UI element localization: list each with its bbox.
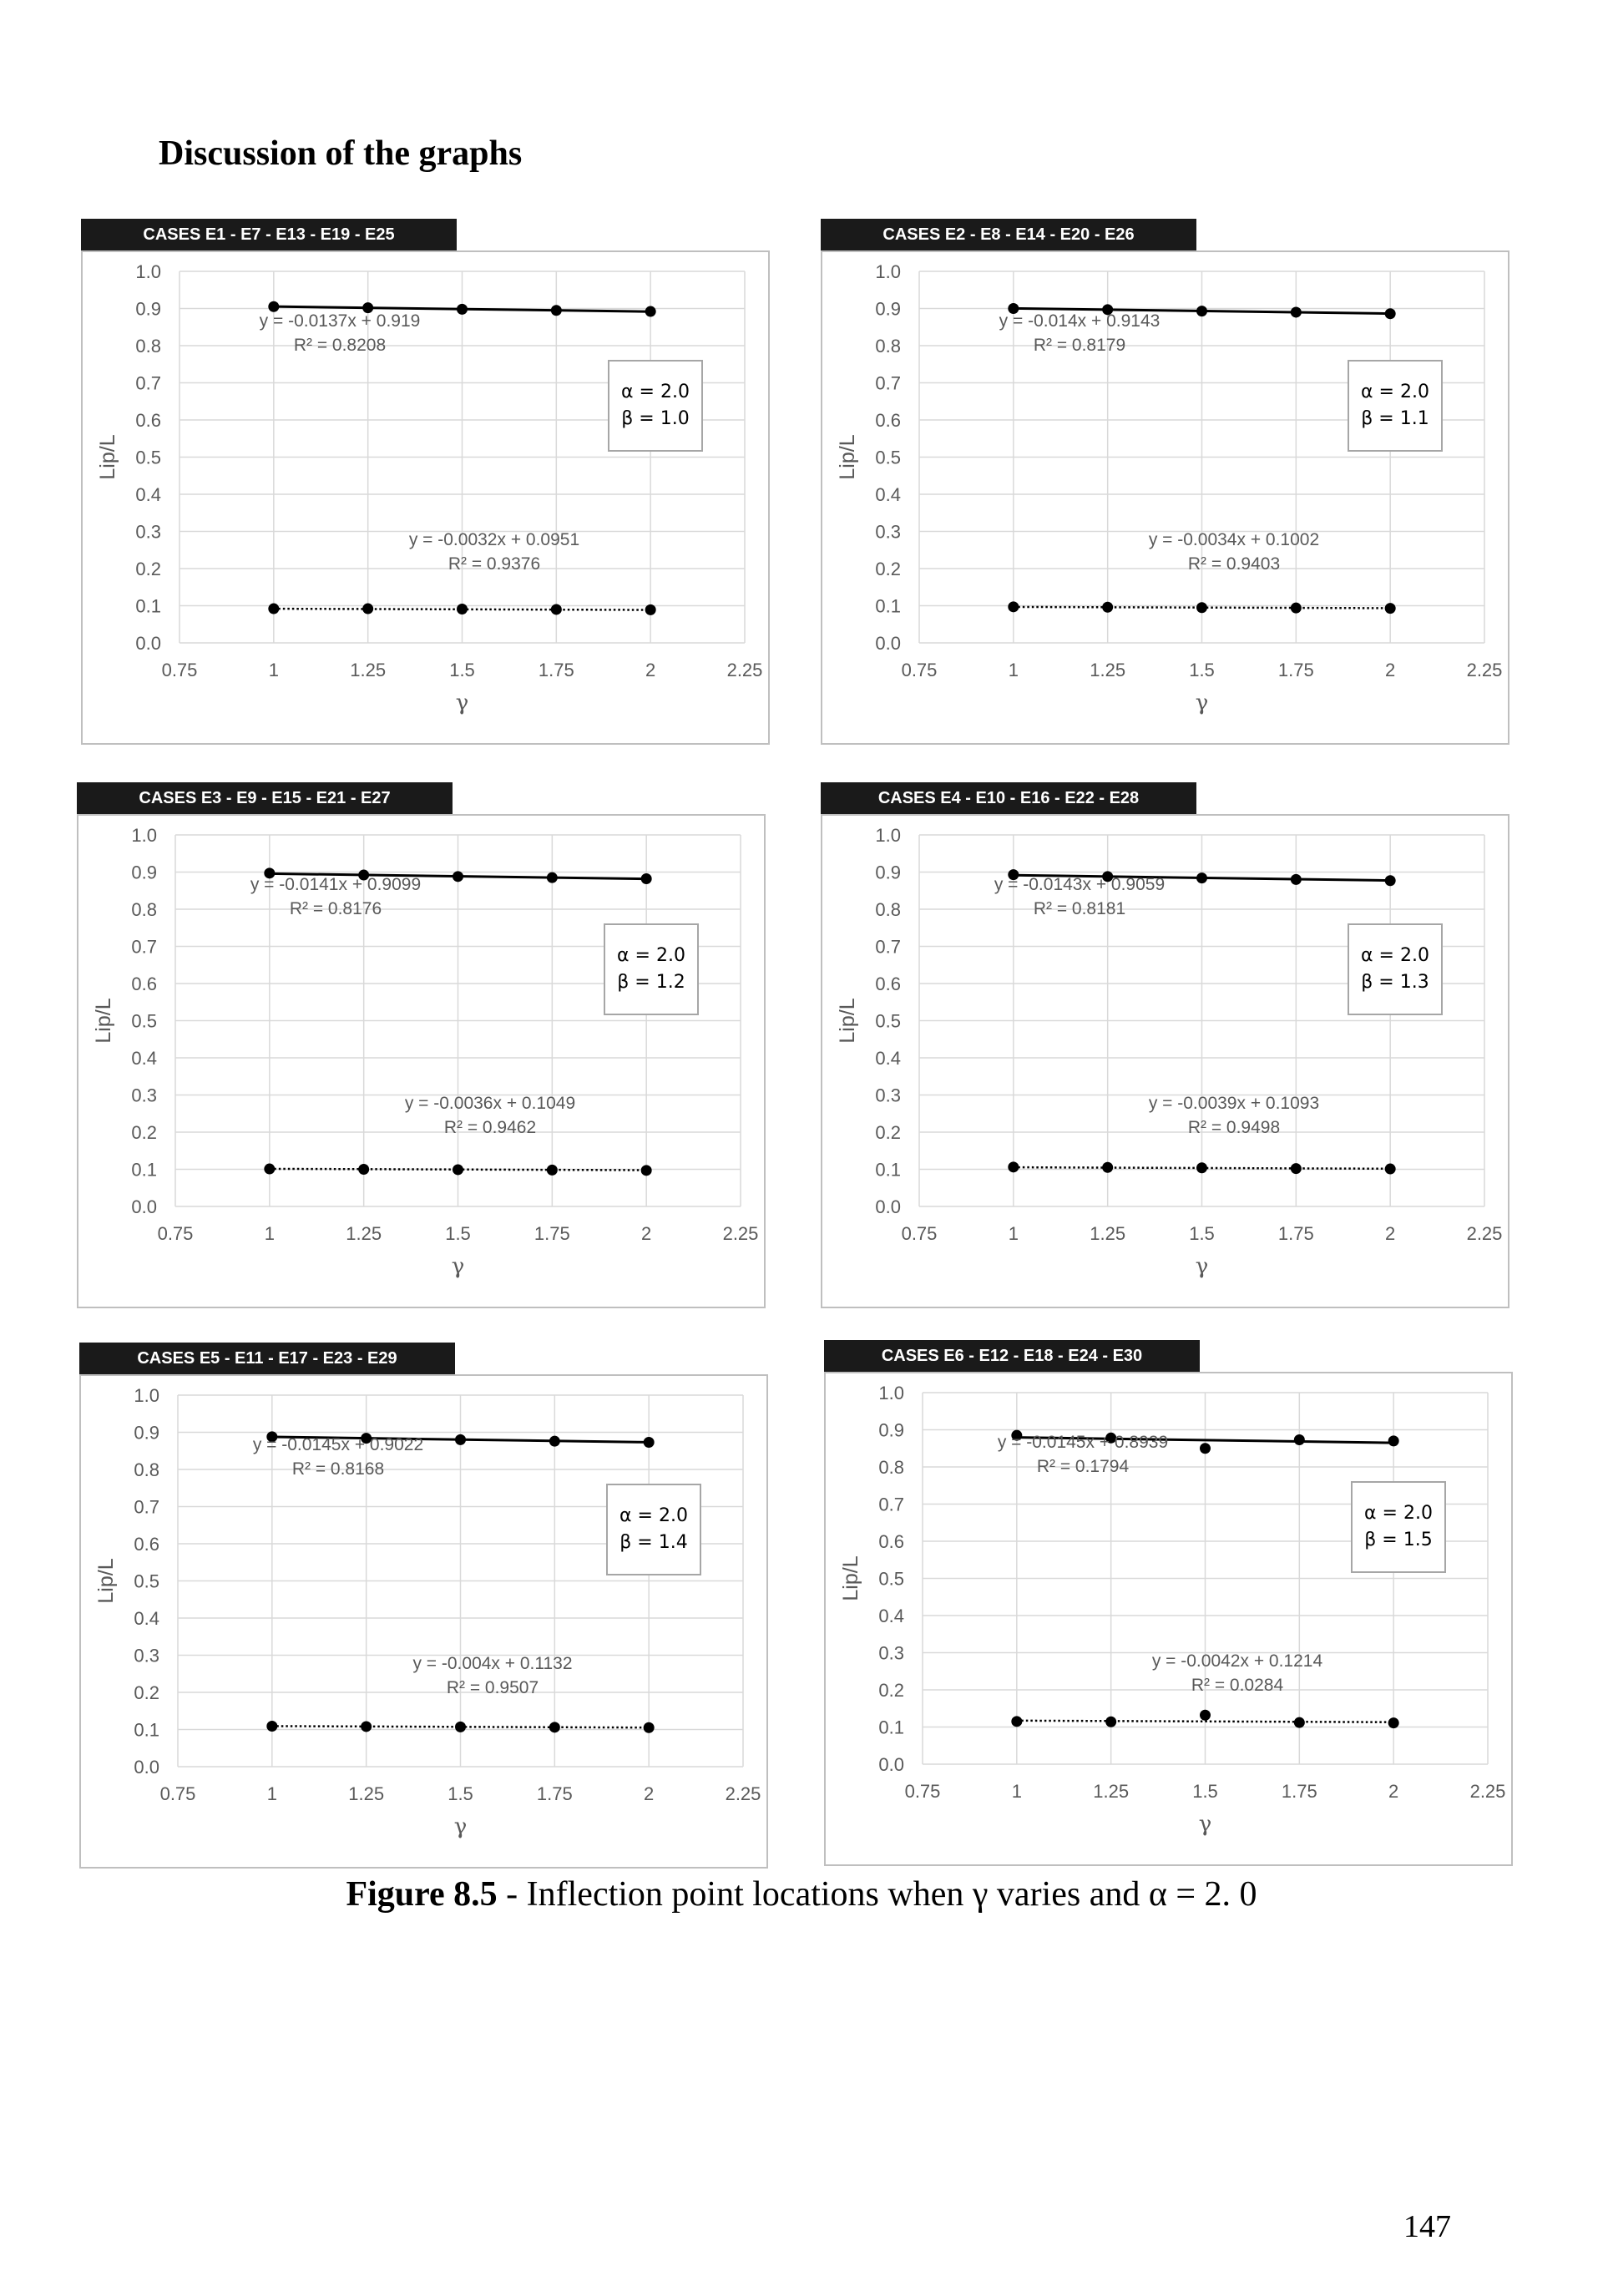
data-point	[266, 1721, 277, 1732]
x-axis-label: γ	[451, 1254, 465, 1279]
y-tick-label: 1.0	[131, 825, 157, 846]
parameter-box-frame	[1348, 924, 1442, 1014]
x-tick-label: 2.25	[725, 1783, 761, 1804]
y-tick-label: 0.1	[875, 595, 901, 617]
data-point	[358, 1164, 369, 1175]
parameter-box-frame	[604, 924, 698, 1014]
x-tick-label: 2	[1388, 1781, 1399, 1802]
y-tick-label: 0.9	[878, 1419, 904, 1441]
chart-panel-4	[821, 782, 1509, 1308]
data-point	[645, 604, 656, 615]
y-tick-label: 0.3	[135, 521, 161, 543]
x-tick-label: 0.75	[161, 660, 198, 680]
y-tick-label: 0.4	[875, 484, 901, 505]
trendline-equation: y = -0.0036x + 0.1049	[404, 1094, 576, 1113]
x-tick-label: 0.75	[159, 1783, 196, 1804]
y-tick-label: 0.2	[875, 559, 901, 579]
data-point	[268, 604, 279, 614]
parameter-box	[607, 1484, 700, 1575]
y-tick-label: 0.9	[131, 862, 157, 883]
y-axis-label: Lip/L	[94, 1558, 118, 1604]
x-tick-label: 0.75	[901, 660, 938, 680]
y-tick-label: 0.9	[134, 1422, 159, 1444]
beta-label: β = 1.1	[1361, 408, 1429, 429]
y-tick-label: 0.6	[878, 1531, 904, 1552]
r-squared-label: R² = 0.9403	[1187, 554, 1281, 574]
data-point	[1294, 1434, 1305, 1445]
x-tick-label: 1	[1008, 1223, 1019, 1244]
x-axis-label: γ	[453, 1814, 468, 1839]
data-point	[1196, 602, 1207, 613]
data-point	[549, 1436, 560, 1447]
data-point	[1011, 1716, 1022, 1727]
x-tick-label: 2	[645, 660, 656, 680]
y-axis-label: Lip/L	[96, 434, 119, 480]
x-tick-label: 2	[644, 1783, 655, 1804]
data-point	[1196, 872, 1207, 883]
parameter-box-frame	[607, 1484, 700, 1575]
y-tick-label: 0.1	[131, 1159, 157, 1181]
line-chart-2	[821, 250, 1509, 745]
x-axis-label: γ	[1195, 1254, 1209, 1279]
y-tick-label: 0.7	[875, 936, 901, 958]
data-point	[264, 1164, 275, 1175]
data-point	[1196, 1162, 1207, 1173]
data-point	[1200, 1443, 1211, 1454]
r-squared-label: R² = 0.9498	[1187, 1118, 1281, 1137]
y-tick-label: 0.0	[875, 1196, 901, 1217]
x-tick-label: 1	[266, 1783, 277, 1804]
data-point	[1102, 602, 1113, 613]
x-tick-label: 1.75	[536, 1783, 573, 1804]
alpha-label: α = 2.0	[1361, 945, 1429, 966]
y-tick-label: 0.3	[134, 1645, 159, 1666]
data-point	[645, 306, 656, 317]
data-point	[453, 1164, 463, 1175]
y-tick-label: 0.4	[878, 1606, 904, 1626]
x-tick-label: 1	[268, 660, 279, 680]
y-tick-label: 0.6	[134, 1534, 159, 1555]
x-tick-label: 1.25	[1090, 1223, 1126, 1244]
r-squared-label: R² = 0.0284	[1191, 1676, 1284, 1695]
y-tick-label: 0.7	[131, 936, 157, 958]
y-tick-label: 0.9	[875, 862, 901, 883]
parameter-box-frame	[609, 361, 702, 451]
parameter-box	[1348, 924, 1442, 1014]
data-point	[1385, 603, 1396, 614]
x-tick-label: 1.5	[448, 1783, 473, 1804]
trendline-equation: y = -0.0034x + 0.1002	[1148, 530, 1320, 549]
chart-panel-6	[824, 1340, 1513, 1866]
r-squared-label: R² = 0.9462	[443, 1118, 537, 1137]
y-tick-label: 0.0	[875, 633, 901, 654]
r-squared-label: R² = 0.8176	[289, 899, 382, 918]
y-tick-label: 0.4	[875, 1048, 901, 1069]
y-tick-label: 0.7	[875, 372, 901, 394]
data-point	[1294, 1717, 1305, 1728]
y-tick-label: 0.5	[875, 1010, 901, 1032]
data-point	[551, 604, 562, 614]
data-point	[1008, 1161, 1019, 1172]
y-tick-label: 0.7	[135, 372, 161, 394]
x-tick-label: 1.25	[350, 660, 387, 680]
x-tick-label: 1.25	[346, 1223, 382, 1244]
figure-caption	[0, 1874, 1603, 1914]
y-tick-label: 0.4	[134, 1608, 159, 1629]
beta-label: β = 1.3	[1361, 972, 1429, 993]
parameter-box	[609, 361, 702, 451]
x-tick-label: 1.75	[1281, 1781, 1317, 1802]
r-squared-label: R² = 0.8179	[1033, 336, 1126, 355]
trendline-equation: y = -0.014x + 0.9143	[999, 311, 1161, 331]
data-point	[1388, 1717, 1399, 1728]
x-axis-label: γ	[1195, 690, 1209, 716]
x-tick-label: 1.75	[538, 660, 574, 680]
x-tick-label: 2.25	[722, 1223, 759, 1244]
x-tick-label: 1.75	[533, 1223, 570, 1244]
data-point	[549, 1722, 560, 1732]
r-squared-label: R² = 0.8168	[291, 1459, 385, 1479]
chart-title: CASES E6 - E12 - E18 - E24 - E30	[824, 1340, 1200, 1372]
page-number: 147	[1403, 2209, 1451, 2244]
y-tick-label: 0.5	[134, 1570, 159, 1592]
chart-title: CASES E5 - E11 - E17 - E23 - E29	[79, 1343, 455, 1374]
x-tick-label: 2	[1385, 1223, 1396, 1244]
chart-title: CASES E2 - E8 - E14 - E20 - E26	[821, 219, 1196, 250]
y-tick-label: 0.8	[134, 1459, 159, 1480]
line-chart-5	[79, 1374, 768, 1869]
y-tick-label: 0.0	[134, 1757, 159, 1778]
trendline-equation: y = -0.0143x + 0.9059	[994, 875, 1166, 894]
data-point	[1385, 1164, 1396, 1175]
y-tick-label: 0.8	[135, 336, 161, 357]
alpha-label: α = 2.0	[617, 945, 685, 966]
x-axis-label: γ	[455, 690, 469, 716]
chart-title: CASES E3 - E9 - E15 - E21 - E27	[77, 782, 453, 814]
y-tick-label: 1.0	[875, 261, 901, 282]
x-tick-label: 2.25	[726, 660, 763, 680]
parameter-box	[1352, 1482, 1445, 1572]
data-point	[455, 1722, 466, 1732]
x-tick-label: 0.75	[901, 1223, 938, 1244]
x-axis-label: γ	[1198, 1812, 1212, 1837]
x-tick-label: 2.25	[1466, 1223, 1503, 1244]
alpha-label: α = 2.0	[621, 382, 690, 402]
data-point	[551, 305, 562, 316]
y-tick-label: 0.2	[878, 1680, 904, 1701]
y-tick-label: 0.6	[135, 410, 161, 431]
y-tick-label: 0.1	[135, 595, 161, 617]
y-tick-label: 0.0	[131, 1196, 157, 1217]
data-point	[455, 1434, 466, 1445]
beta-label: β = 1.2	[617, 972, 685, 993]
y-tick-label: 1.0	[875, 825, 901, 846]
chart-panel-2	[821, 219, 1509, 745]
chart-panel-5	[79, 1343, 768, 1869]
r-squared-label: R² = 0.9376	[448, 554, 541, 574]
y-tick-label: 0.9	[135, 298, 161, 320]
parameter-box-frame	[1348, 361, 1442, 451]
data-point	[453, 871, 463, 882]
data-point	[547, 872, 558, 883]
alpha-label: α = 2.0	[619, 1505, 688, 1526]
x-tick-label: 1.5	[1192, 1781, 1218, 1802]
parameter-box	[1348, 361, 1442, 451]
x-tick-label: 1.25	[348, 1783, 385, 1804]
y-tick-label: 0.4	[135, 484, 161, 505]
y-tick-label: 1.0	[134, 1385, 159, 1406]
y-tick-label: 0.1	[134, 1719, 159, 1741]
alpha-label: α = 2.0	[1364, 1503, 1433, 1524]
y-tick-label: 0.5	[875, 447, 901, 468]
r-squared-label: R² = 0.8208	[293, 336, 387, 355]
trendline-equation: y = -0.0032x + 0.0951	[408, 530, 580, 549]
y-tick-label: 0.6	[875, 410, 901, 431]
trendline-equation: y = -0.0145x + 0.9022	[252, 1435, 424, 1454]
y-tick-label: 0.3	[131, 1085, 157, 1106]
y-tick-label: 0.2	[134, 1682, 159, 1703]
x-tick-label: 2.25	[1469, 1781, 1506, 1802]
y-tick-label: 0.2	[875, 1122, 901, 1143]
y-axis-label: Lip/L	[836, 434, 859, 480]
data-point	[1105, 1717, 1116, 1727]
y-tick-label: 0.8	[878, 1457, 904, 1478]
y-tick-label: 0.8	[875, 336, 901, 357]
line-chart-4	[821, 814, 1509, 1308]
chart-panel-3	[77, 782, 766, 1308]
data-point	[361, 1721, 372, 1732]
figure-label: Figure 8.5	[346, 1875, 498, 1914]
y-tick-label: 0.5	[135, 447, 161, 468]
y-tick-label: 0.9	[875, 298, 901, 320]
data-point	[641, 873, 652, 884]
data-point	[1385, 308, 1396, 319]
data-point	[1196, 306, 1207, 316]
x-tick-label: 1	[1008, 660, 1019, 680]
r-squared-label: R² = 0.1794	[1036, 1457, 1130, 1476]
y-tick-label: 0.7	[134, 1496, 159, 1518]
data-point	[644, 1722, 655, 1733]
x-tick-label: 1.5	[445, 1223, 471, 1244]
trendline-equation: y = -0.0141x + 0.9099	[250, 875, 422, 894]
x-tick-label: 1	[264, 1223, 275, 1244]
x-tick-label: 2	[1385, 660, 1396, 680]
y-tick-label: 0.4	[131, 1048, 157, 1069]
data-point	[457, 304, 468, 315]
data-point	[1291, 306, 1302, 317]
data-point	[1385, 875, 1396, 886]
x-tick-label: 1.75	[1277, 660, 1314, 680]
y-tick-label: 1.0	[878, 1383, 904, 1403]
y-tick-label: 0.8	[131, 899, 157, 920]
alpha-label: α = 2.0	[1361, 382, 1429, 402]
figure-caption-text: - Inflection point locations when γ varies and α = 2. 0	[497, 1875, 1257, 1914]
y-tick-label: 0.7	[878, 1494, 904, 1515]
data-point	[1291, 1163, 1302, 1174]
y-tick-label: 0.5	[878, 1568, 904, 1590]
data-point	[1291, 603, 1302, 614]
data-point	[457, 604, 468, 614]
y-tick-label: 0.2	[131, 1122, 157, 1143]
y-tick-label: 0.2	[135, 559, 161, 579]
line-chart-1	[81, 250, 770, 745]
chart-title: CASES E1 - E7 - E13 - E19 - E25	[81, 219, 457, 250]
x-tick-label: 0.75	[157, 1223, 194, 1244]
y-tick-label: 0.1	[878, 1717, 904, 1738]
line-chart-3	[77, 814, 766, 1308]
beta-label: β = 1.0	[621, 408, 690, 429]
x-tick-label: 1.25	[1090, 660, 1126, 680]
x-tick-label: 0.75	[904, 1781, 941, 1802]
y-tick-label: 0.1	[875, 1159, 901, 1181]
data-point	[1291, 874, 1302, 885]
y-tick-label: 0.8	[875, 899, 901, 920]
x-tick-label: 2	[641, 1223, 652, 1244]
x-tick-label: 1.5	[1189, 660, 1215, 680]
x-tick-label: 1.25	[1093, 1781, 1130, 1802]
y-tick-label: 0.6	[875, 974, 901, 994]
r-squared-label: R² = 0.9507	[446, 1678, 539, 1697]
data-point	[1008, 601, 1019, 612]
trendline-equation: y = -0.0145x + 0.8939	[997, 1433, 1169, 1452]
data-point	[1200, 1710, 1211, 1721]
trendline-equation: y = -0.0039x + 0.1093	[1148, 1094, 1320, 1113]
trendline-equation: y = -0.0137x + 0.919	[259, 311, 421, 331]
page-heading: Discussion of the graphs	[159, 134, 523, 173]
r-squared-label: R² = 0.8181	[1033, 899, 1126, 918]
y-tick-label: 0.5	[131, 1010, 157, 1032]
y-axis-label: Lip/L	[839, 1555, 862, 1601]
data-point	[362, 604, 373, 614]
trendline-equation: y = -0.004x + 0.1132	[412, 1654, 573, 1673]
line-chart-6	[824, 1372, 1513, 1866]
data-point	[641, 1165, 652, 1176]
y-tick-label: 0.0	[135, 633, 161, 654]
y-axis-label: Lip/L	[92, 998, 115, 1044]
x-tick-label: 1.75	[1277, 1223, 1314, 1244]
data-point	[547, 1165, 558, 1176]
x-tick-label: 1	[1011, 1781, 1022, 1802]
beta-label: β = 1.4	[619, 1532, 688, 1553]
y-tick-label: 0.3	[875, 521, 901, 543]
y-tick-label: 1.0	[135, 261, 161, 282]
y-tick-label: 0.6	[131, 974, 157, 994]
x-tick-label: 2.25	[1466, 660, 1503, 680]
y-tick-label: 0.3	[875, 1085, 901, 1106]
data-point	[644, 1437, 655, 1448]
chart-panel-1	[81, 219, 770, 745]
data-point	[1102, 1162, 1113, 1173]
x-tick-label: 1.5	[1189, 1223, 1215, 1244]
data-point	[1388, 1435, 1399, 1446]
data-point	[268, 301, 279, 312]
y-axis-label: Lip/L	[836, 998, 859, 1044]
y-tick-label: 0.0	[878, 1754, 904, 1775]
beta-label: β = 1.5	[1364, 1530, 1433, 1550]
trendline-equation: y = -0.0042x + 0.1214	[1151, 1651, 1323, 1671]
chart-title: CASES E4 - E10 - E16 - E22 - E28	[821, 782, 1196, 814]
x-tick-label: 1.5	[449, 660, 475, 680]
y-tick-label: 0.3	[878, 1642, 904, 1664]
parameter-box-frame	[1352, 1482, 1445, 1572]
parameter-box	[604, 924, 698, 1014]
